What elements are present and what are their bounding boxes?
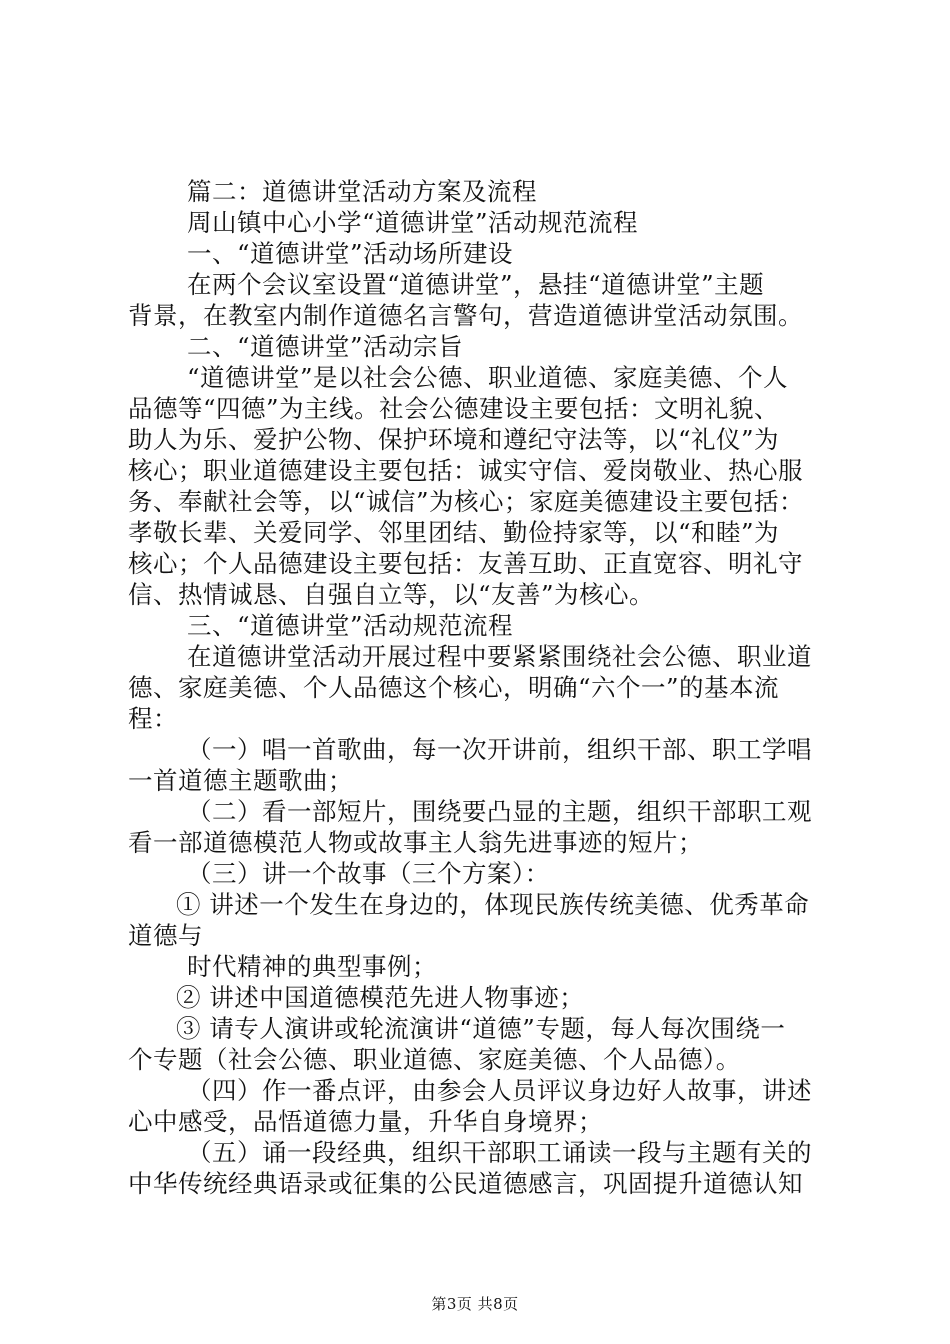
paragraph-line: 助人为乐、爱护公物、保护环境和遵纪守法等，以“礼仪”为 (128, 425, 780, 454)
paragraph-line: 核心；职业道德建设主要包括：诚实守信、爱岗敬业、热心服 (128, 456, 803, 485)
document-title: 周山镇中心小学“道德讲堂”活动规范流程 (187, 208, 639, 237)
sub-item-line: 时代精神的典型事例； (187, 952, 437, 981)
paragraph-line: 在道德讲堂活动开展过程中要紧紧围绕社会公德、职业道 (187, 642, 812, 671)
paragraph-line: 程： (128, 704, 178, 733)
list-item-line: （一）唱一首歌曲，每一次开讲前，组织干部、职工学唱 (187, 735, 812, 764)
paragraph-line: 背景，在教室内制作道德名言警句，营造道德讲堂活动氛围。 (128, 301, 803, 330)
paragraph-line: 德、家庭美德、个人品德这个核心，明确“六个一”的基本流 (128, 673, 780, 702)
paragraph-line: 在两个会议室设置“道德讲堂”，悬挂“道德讲堂”主题 (187, 270, 765, 299)
section-heading: 篇二：道德讲堂活动方案及流程 (187, 177, 537, 206)
list-item-line: （三）讲一个故事（三个方案）： (187, 859, 550, 888)
sub-item-line: 个专题（社会公德、职业道德、家庭美德、个人品德）。 (128, 1045, 741, 1074)
paragraph-line: 品德等“四德”为主线。社会公德建设主要包括：文明礼貌、 (128, 394, 780, 423)
section-heading: 三、“道德讲堂”活动规范流程 (187, 611, 514, 640)
list-item-line: （二）看一部短片，围绕要凸显的主题，组织干部职工观 (187, 797, 812, 826)
page-number-footer: 第3页 共8页 (431, 1295, 519, 1313)
paragraph-line: 孝敬长辈、关爱同学、邻里团结、勤俭持家等，以“和睦”为 (128, 518, 780, 547)
sub-item-line: ③ 请专人演讲或轮流演讲“道德”专题，每人每次围绕一 (176, 1014, 786, 1043)
list-item-line: （五）诵一段经典，组织干部职工诵读一段与主题有关的 (187, 1138, 812, 1167)
list-item-line: 看一部道德模范人物或故事主人翁先进事迹的短片； (128, 828, 703, 857)
list-item-line: 心中感受，品悟道德力量，升华自身境界； (128, 1107, 603, 1136)
section-heading: 一、“道德讲堂”活动场所建设 (187, 239, 514, 268)
list-item-line: （四）作一番点评，由参会人员评议身边好人故事，讲述 (187, 1076, 812, 1105)
paragraph-line: 核心；个人品德建设主要包括：友善互助、正直宽容、明礼守 (128, 549, 803, 578)
sub-item-line: ① 讲述一个发生在身边的，体现民族传统美德、优秀革命 (176, 890, 810, 919)
sub-item-line: ② 讲述中国道德模范先进人物事迹； (176, 983, 585, 1012)
paragraph-line: 务、奉献社会等，以“诚信”为核心；家庭美德建设主要包括： (128, 487, 805, 516)
list-item-line: 一首道德主题歌曲； (128, 766, 353, 795)
paragraph-line: “道德讲堂”是以社会公德、职业道德、家庭美德、个人 (187, 363, 789, 392)
list-item-line: 中华传统经典语录或征集的公民道德感言，巩固提升道德认知 (128, 1169, 803, 1198)
sub-item-line: 道德与 (128, 921, 203, 950)
paragraph-line: 信、热情诚恳、自强自立等，以“友善”为核心。 (128, 580, 655, 609)
section-heading: 二、“道德讲堂”活动宗旨 (187, 332, 464, 361)
